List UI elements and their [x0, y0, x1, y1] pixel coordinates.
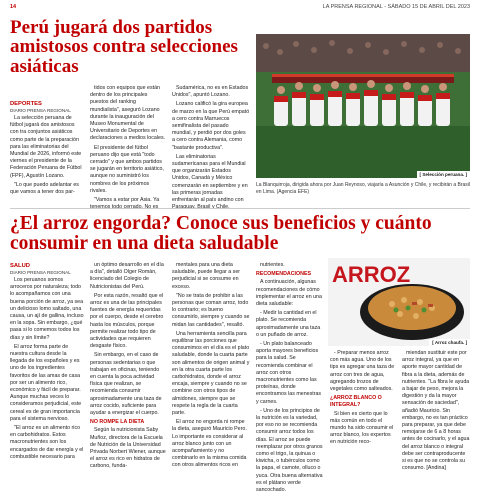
- subhead: ¿ARROZ BLANCO O INTEGRAL?: [330, 395, 382, 409]
- paragraph: Sin embargo, en el caso de personas sedentarias o que trabajan en oficinas, teniendo en cuenta la poca actividad física que realizan, se recomienda consumir aproximadamente una taza de arroz cocido, suficiente para ayudar a energizar el cuerpo.: [90, 352, 162, 417]
- paragraph: La selección peruana de fútbol jugará dos amistosos con tra conjuntos asiáticos como parte de la preparación para las eliminatorias del Mundial de 2026, informó este viernes el presidente de la Federación Peruana de Fútbol (FPF), Agustín Lozano.: [10, 115, 82, 179]
- rice-photo: [328, 258, 470, 346]
- paragraph: miendan sustituir este por arroz integral, ya que en aporte mayor cantidad de fibra a la dieta, además de nutrientes. "La fibra le ayuda a bajar de peso, mejora la digestión y da la mayor sensación de saciedad", añadió Mauricio. Sin embargo, no es tan práctico para preparar, ya que debe remojarse de 6 a 8 horas antes de cocinarlo, y el agua del arroz blanco o integral debe ser contraproducente si es que no se controla su consumo. [Andina]: [402, 350, 470, 472]
- paragraph: tidos con equipos que están dentro de los principales puestos del ranking mundialista", aseguró Lozano durante la inauguración del Museo Monumental de Universitario de Deportes en declaraciones a medios locales.: [90, 85, 166, 142]
- article2-section: SALUD: [10, 263, 30, 269]
- paragraph: Si bien es cierto que lo más común en todo el mundo ha sido consumir el arroz blanco, los expertos en nutrición reco-: [330, 410, 394, 446]
- paragraph: "No se trata de prohibir a las personas que coman arroz, todo lo contrario; es bueno consumirlo, siempre y cuando se midan las cantidades", resaltó.: [172, 292, 250, 328]
- article2-column-3: [172, 262, 250, 477]
- rice-banner-text: ARROZ: [332, 262, 411, 287]
- paragraph: mentales para una dieta saludable, puede llegar a ser perjudicial si se consume en exceso.: [172, 262, 241, 290]
- paragraph: - Preparar menos arroz con más agua. Uno de los tips es agregar una taza de arroz con tres de agua, agregando trozos de vegetales como salteados.: [330, 350, 395, 393]
- publication-line: LA PRENSA REGIONAL - SÁBADO 15 DE ABRIL DEL 2023: [322, 4, 470, 10]
- paragraph: - Un plato balanceado aporta mayores beneficios para la salud. Se recomienda combinar el arroz con otros macronutrientes como las proteínas, donde encontramos las menestras y carnes.: [256, 341, 322, 405]
- paragraph: Los peruanos somos arroceros por naturaleza; todo lo acompañamos con una buena porción de arroz, ya sea un delicioso lomo saltado, una causa, un ají de gallina, incluso en la sopa. Sin embargo, ¿qué pasa si lo comemos todos los días y sin límite?: [10, 277, 84, 341]
- paragraph: A continuación, algunas recomendaciones de cómo implementar el arroz en una dieta saludable:: [256, 279, 322, 308]
- article2-headline: ¿El arroz engorda? Conoce sus beneficios y cuánto consumir en una dieta saludable: [10, 213, 432, 254]
- paragraph: Las eliminatorias sudamericanas para el Mundial que organizarán Estados Unidos, Canadá y México comenzarán en septiembre y en las primeras jornadas enfrentarán al país andino con: [172, 153, 248, 204]
- paragraph: El arroz forma parte de nuestra cultura desde la llegada de los españoles y es uno de los ingredientes favoritos de las amas de casa por ser un alimento rico, económico y fácil de preparar. Aunque muchas veces lo consideramos perjudicial, este cereal es de gran importancia para el sistema nervioso.: [10, 343, 82, 422]
- article2-column-4: [256, 262, 324, 494]
- article1-headline: Perú jugará dos partidos amistosos contra selecciones asiáticas: [10, 17, 238, 77]
- article1-column-2: [90, 85, 166, 205]
- paragraph: un óptimo desarrollo en el día a día", detalló Olger Román, licenciado del Colegio de Nutricionistas del Perú.: [90, 262, 164, 290]
- team-photo: [256, 34, 470, 178]
- paragraph: - Uno de los principios de la nutrición es la variedad, por eso no se recomienda consumir arroz todos los días. El arroz se puede reemplazar por otros granos como el trigo, la quinua o kiwicha, o tubérculos como la papa, el camote, olluco o yuca. Otra buena alternativa es el plátano verde sancochado.: [256, 407, 323, 494]
- paragraph: El presidente del fútbol peruano dijo que está "todo cerrado" y que ambos partidos se jugarán en territorio asiático, aunque no suministró los nombres de los próximos rivales.: [90, 144, 164, 194]
- paragraph: Según la nutricionista Saby Muñoz, directora de la Escuela de Nutrición de la Universidad Privada Norbert Wiener, aunque el arroz es rico en hidratos de carbono, funda-: [90, 427, 166, 470]
- paragraph: Por esta razón, resaltó que el arroz es una de las principales fuentes de energía requeridas por el cuerpo, desde el cerebro hasta los músculos, porque permite realizar todo tipo de actividades que requieren desgaste físico.: [90, 292, 164, 350]
- photo-credit: [ Arroz chaufa. ]: [429, 339, 470, 346]
- team-photo-illustration: [256, 34, 470, 178]
- article1-column-1: [10, 115, 84, 205]
- paragraph: Una herramienta sencilla para equilibrar las porciones que consumimos en el día es el plato saludable, donde la cuarta parte son alimentos de origen animal y en la otra cuarta parte los carbohidratos, donde el arroz encaja, siempre y cuando no se combine con otros tipos de almidones, siempre que se respete la regla de la cuarta parte.: [172, 330, 250, 417]
- subhead: NO ROMPE LA DIETA: [90, 419, 145, 426]
- article1-source: DIARIO PRENSA REGIONAL: [10, 108, 71, 113]
- paragraph: El arroz no engorda ni rompe la dieta, aseguró Mauricio Pero. Lo importante es considerar al arroz blanco junto con un acompañamiento y no combinarlo en la misma comida con otros alimentos ricos en: [172, 419, 247, 469]
- article2-source: DIARIO PRENSA REGIONAL: [10, 270, 71, 275]
- paragraph: - Medir la cantidad en el plato. Se recomienda aproximadamente una taza o un puñado de arroz.: [256, 310, 321, 338]
- article2-column-2: [90, 262, 166, 477]
- section-divider: [10, 208, 470, 209]
- article1-photo-caption: La Blanquirroja, dirigida ahora por Juan Reynoso, viajaría a Asunción y Chile, y recibirán a Brasil en Lima. (Agencia EFE): [256, 182, 471, 195]
- paragraph: Lozano calificó la gira europea de marzo en la que Perú empató a cero contra Marruecos semifinalista del pasado mundial, y perdió por dos goles a cero contra Alemania, como "bastante productiva".: [172, 101, 250, 151]
- page-number: 14: [10, 4, 17, 10]
- paragraph: "El arroz es un alimento rico en carbohidratos. Estos macronutrientes son los encargados de dar energía y el combustible necesario para: [10, 425, 84, 460]
- rice-photo-illustration: [328, 258, 470, 346]
- subhead: RECOMENDACIONES: [256, 271, 312, 278]
- paragraph: "Lo que puedo adelantar es que vamos a tener dos par-: [10, 181, 79, 196]
- page-header: [10, 4, 470, 12]
- paragraph: "Vamos a estar por Asia. Ya: [94, 197, 160, 204]
- article1-section: DEPORTES: [10, 101, 42, 107]
- article2-column-1: [10, 277, 84, 477]
- article2-column-5: [330, 350, 396, 477]
- paragraph: Sudamérica, no es en Estados Unidos", apuntó Lozano.: [172, 85, 249, 99]
- article1-column-3: [172, 85, 250, 205]
- photo-credit: [ Selección peruana. ]: [417, 171, 470, 178]
- article2-column-6: [402, 350, 470, 477]
- paragraph: nutrientes.: [260, 262, 285, 268]
